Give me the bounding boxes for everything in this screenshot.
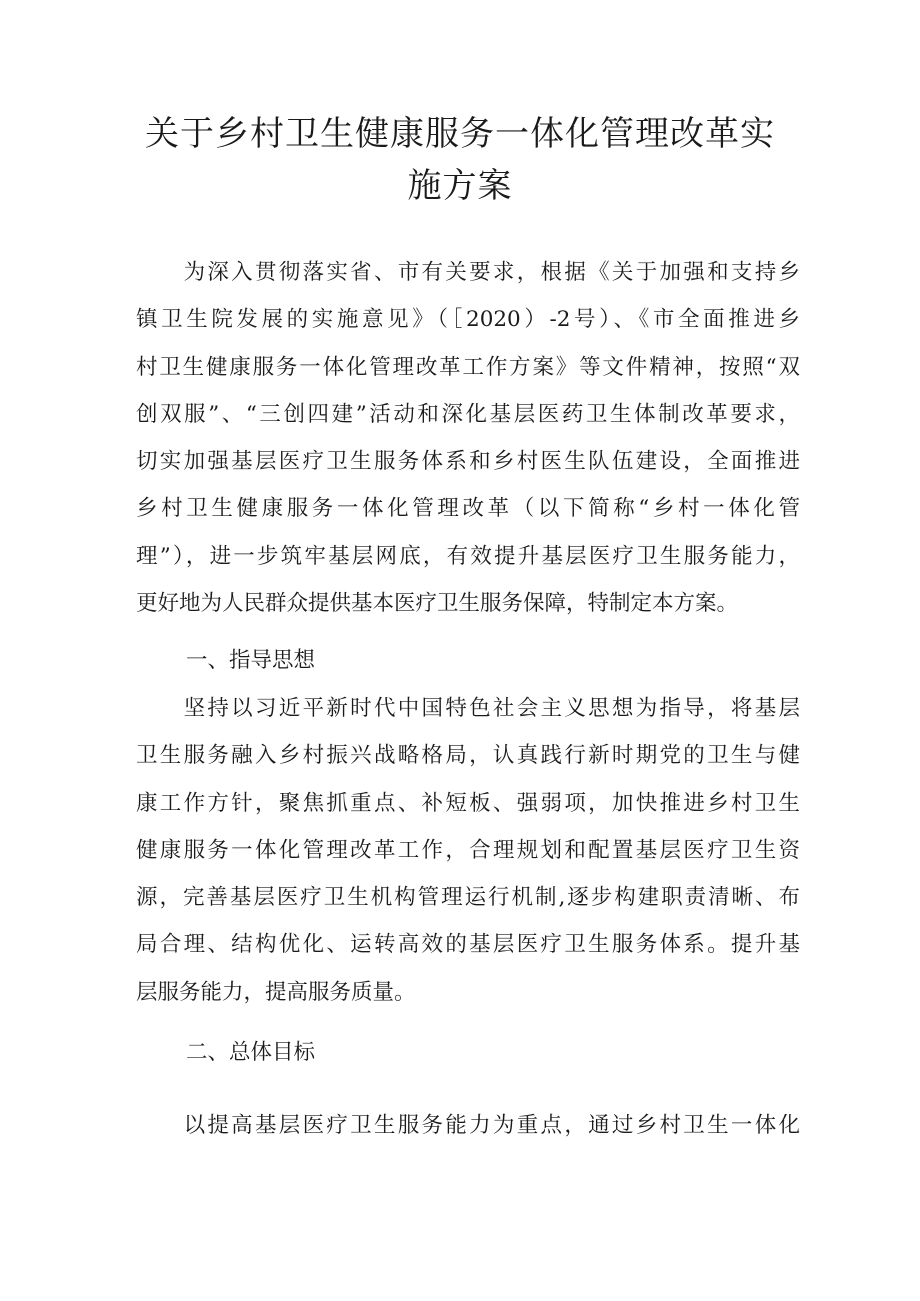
- text-line: 源，完善基层医疗卫生机构管理运行机制,逐步构建职责清晰、布: [136, 885, 800, 911]
- text-line: 为深入贯彻落实省、市有关要求，根据《关于加强和支持乡: [136, 260, 800, 285]
- text-line: 以提高基层医疗卫生服务能力为重点，通过乡村卫生一体化: [136, 1113, 800, 1138]
- section-heading-guiding-ideology: 一、指导思想: [186, 648, 316, 673]
- intro-paragraph: [136, 249, 800, 627]
- text-line: 康工作方针，聚焦抓重点、补短板、强弱项，加快推进乡村卫生: [136, 790, 800, 816]
- text-line: 健康服务一体化管理改革工作，合理规划和配置基层医疗卫生资: [136, 837, 800, 863]
- document-title: [130, 108, 790, 212]
- text-line: 局合理、结构优化、运转高效的基层医疗卫生服务体系。提升基: [136, 932, 800, 958]
- text-line: 卫生服务融入乡村振兴战略格局，认真践行新时期党的卫生与健: [136, 743, 800, 769]
- overall-goals-paragraph: [136, 1102, 800, 1149]
- text-line: 切实加强基层医疗卫生服务体系和乡村医生队伍建设，全面推进: [136, 449, 800, 475]
- text-line: 乡村卫生健康服务一体化管理改革（以下简称“乡村一体化管: [136, 496, 800, 522]
- text-line: 村卫生健康服务一体化管理改革工作方案》等文件精神，按照“双: [136, 354, 800, 380]
- text-line: 创双服”、“三创四建”活动和深化基层医药卫生体制改革要求，: [136, 401, 800, 427]
- text-line: 镇卫生院发展的实施意见》（［2020）-2号）、《市全面推进乡: [136, 307, 800, 333]
- text-line: 坚持以习近平新时代中国特色社会主义思想为指导，将基层: [136, 696, 800, 721]
- guiding-ideology-paragraph: [136, 685, 800, 1016]
- title-line: 施方案: [407, 166, 513, 206]
- section-heading-overall-goals: 二、总体目标: [186, 1040, 316, 1065]
- text-line: 更好地为人民群众提供基本医疗卫生服务保障，特制定本方案。: [136, 591, 739, 617]
- text-line: 层服务能力，提高服务质量。: [136, 979, 416, 1005]
- text-line: 理”），进一步筑牢基层网底，有效提升基层医疗卫生服务能力，: [136, 543, 800, 569]
- title-line: 关于乡村卫生健康服务一体化管理改革实: [145, 114, 775, 154]
